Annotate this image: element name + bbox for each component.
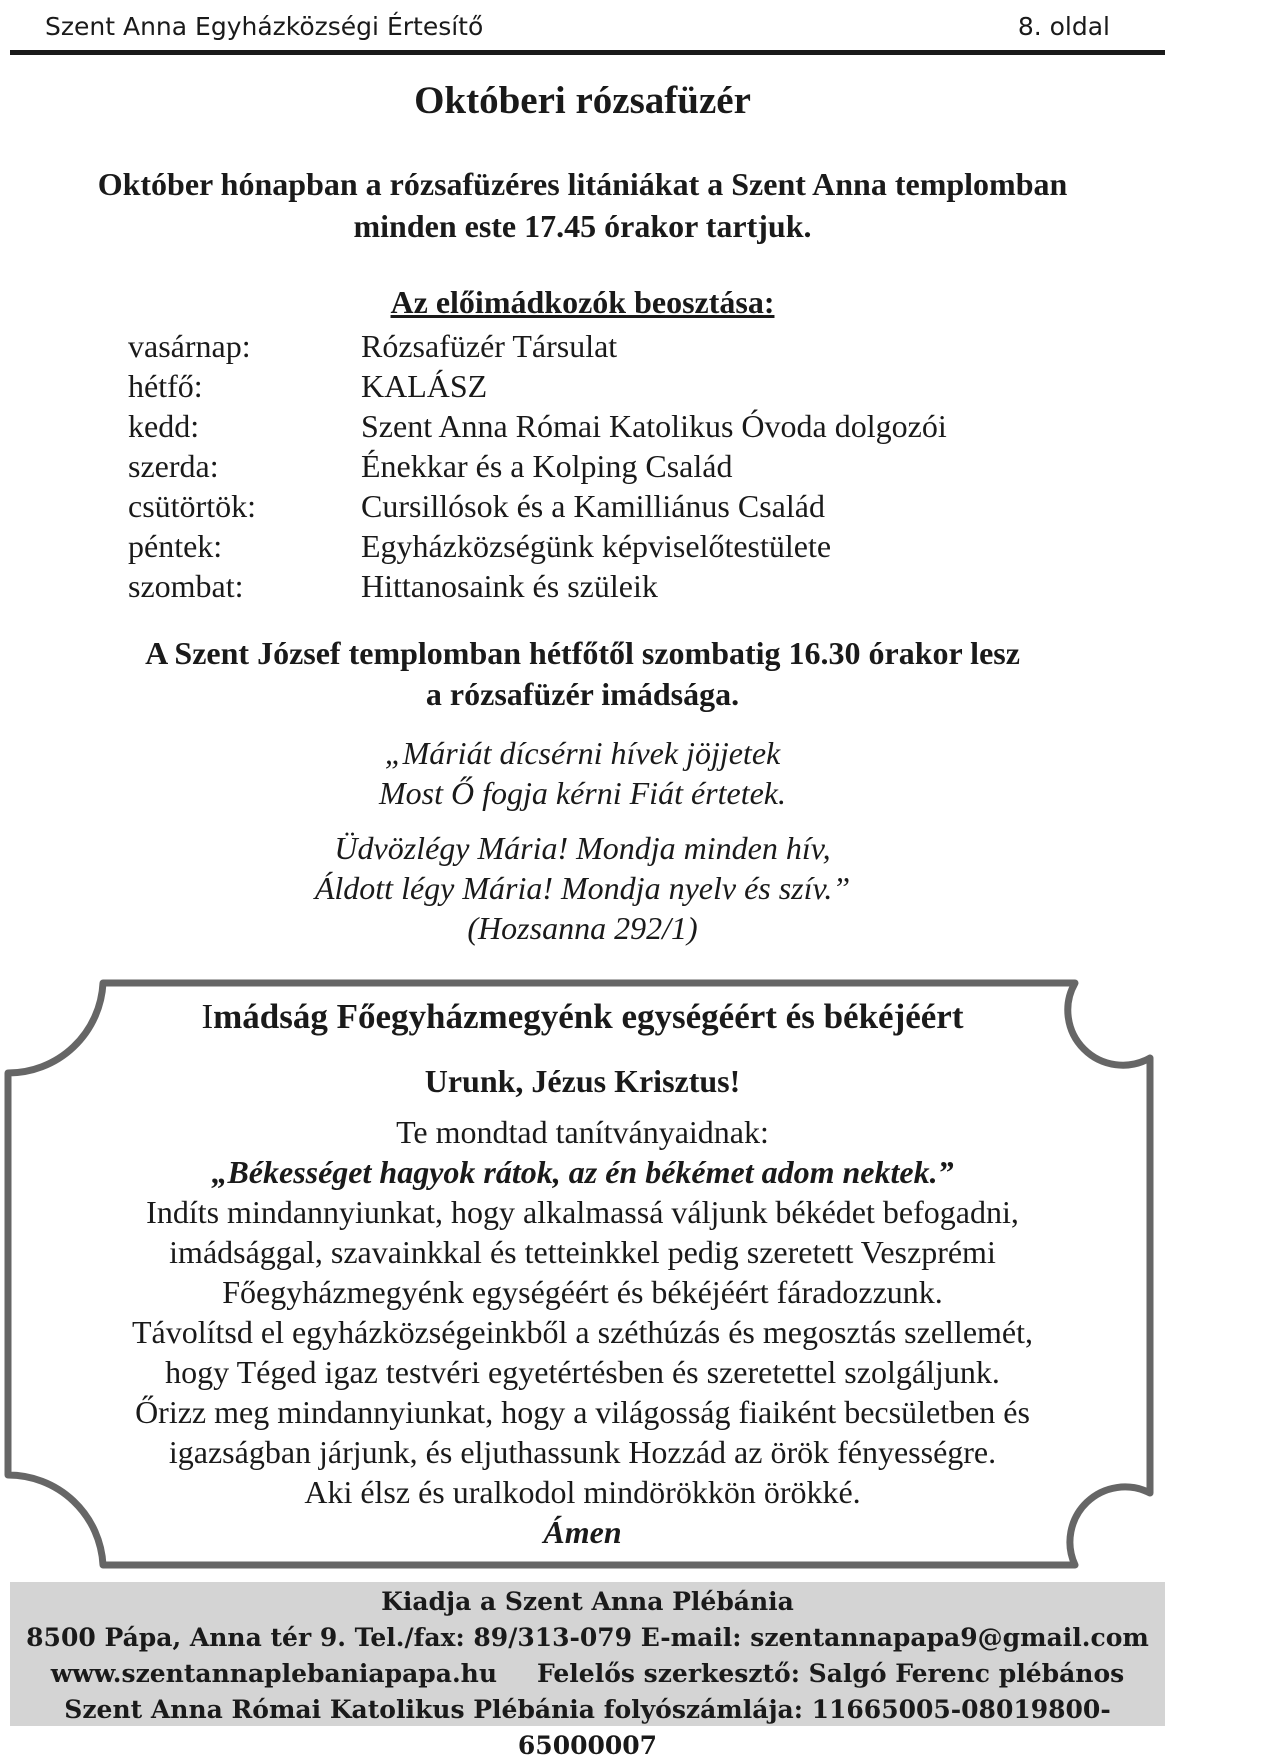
article-intro [0, 163, 1165, 247]
schedule-group: Szent Anna Római Katolikus Óvoda dolgozói [361, 408, 947, 444]
intro-line: minden este 17.45 órakor tartjuk. [353, 208, 812, 244]
footer-address: 8500 Pápa, Anna tér 9. Tel./fax: 89/313-079 E-mail: szentannapapa9@gmail.com [26, 1623, 1149, 1652]
footer-account: Szent Anna Római Katolikus Plébánia folyószámlája: 11665005-08019800-65000007 [64, 1695, 1111, 1760]
announcement-line: a rózsafüzér imádsága. [425, 676, 740, 712]
schedule-day: hétfő: [128, 368, 203, 404]
prayer-amen: Ámen [543, 1514, 622, 1550]
prayer-title-initial: I [201, 997, 214, 1036]
prayer-line: Te mondtad tanítványaidnak: [396, 1114, 769, 1150]
schedule-group: Egyházközségünk képviselőtestülete [361, 528, 832, 564]
prayer-line: Aki élsz és uralkodol mindörökkön örökké. [304, 1474, 861, 1510]
schedule-group: KALÁSZ [361, 368, 488, 404]
poem-source: (Hozsanna 292/1) [467, 910, 698, 946]
article-title: Októberi rózsafüzér [414, 79, 751, 122]
schedule-row [128, 406, 947, 446]
footer-website: www.szentannaplebaniapapa.hu [50, 1659, 498, 1688]
schedule-group: Cursillósok és a Kamilliánus Család [361, 488, 825, 524]
footer-editor: Felelős szerkesztő: Salgó Ferenc plébános [537, 1659, 1125, 1688]
prayer-line: Indíts mindannyiunkat, hogy alkalmassá váljunk békédet befogadni, [146, 1194, 1019, 1230]
prayer-title-text: mádság Főegyházmegyénk egységéért és békéjéért [213, 997, 964, 1036]
announcement-line: A Szent József templomban hétfőtől szombatig 16.30 órakor lesz [145, 635, 1020, 671]
schedule-row [128, 526, 947, 566]
schedule-row [128, 326, 947, 366]
prayer-line: imádsággal, szavainkkal és tetteinkkel pedig szeretett Veszprémi [169, 1234, 996, 1270]
prayer-line: igazságban járjunk, és eljuthassunk Hozzád az örök fényességre. [168, 1434, 997, 1470]
prayer-line: hogy Téged igaz testvéri egyetértésben és szeretettel szolgáljunk. [165, 1354, 1000, 1390]
prayer-quote: „Békességet hagyok rátok, az én békémet adom nektek.” [211, 1154, 954, 1190]
prayer-body [0, 1112, 1165, 1552]
schedule-day: csütörtök: [128, 488, 256, 524]
prayer-address: Urunk, Jézus Krisztus! [424, 1063, 741, 1099]
schedule-group: Rózsafüzér Társulat [361, 328, 618, 364]
page-number: 8. oldal [1017, 12, 1110, 41]
poem-stanza [0, 733, 1165, 813]
prayer-line: Főegyházmegyénk egységéért és békéjéért fáradozzunk. [222, 1274, 943, 1310]
publication-name: Szent Anna Egyházközségi Értesítő [45, 12, 484, 41]
poem-line: Most Ő fogja kérni Fiát értetek. [378, 775, 786, 811]
prayer-line: Távolítsd el egyházközségeinkből a széthúzás és megosztás szellemét, [131, 1314, 1033, 1350]
schedule-group: Hittanosaink és szüleik [361, 568, 658, 604]
schedule-heading: Az előimádkozók beosztása: [390, 284, 775, 320]
schedule-day: kedd: [128, 408, 200, 444]
prayer-line: Őrizz meg mindannyiunkat, hogy a világosság fiaiként becsületben és [135, 1394, 1030, 1430]
schedule-list [128, 326, 947, 606]
page-header [10, 0, 1165, 55]
page-footer [10, 1582, 1165, 1760]
schedule-day: szombat: [128, 568, 244, 604]
schedule-row [128, 486, 947, 526]
schedule-row [128, 366, 947, 406]
poem-stanza [0, 828, 1165, 948]
second-announcement [0, 633, 1165, 715]
schedule-group: Énekkar és a Kolping Család [361, 448, 733, 484]
schedule-day: péntek: [128, 528, 223, 564]
schedule-day: szerda: [128, 448, 219, 484]
intro-line: Október hónapban a rózsafüzéres litániákat a Szent Anna templomban [97, 166, 1068, 202]
schedule-day: vasárnap: [128, 328, 251, 364]
footer-web-line [10, 1656, 1165, 1692]
poem-line: „Máriát dícsérni hívek jöjjetek [384, 735, 781, 771]
poem-line: Üdvözlégy Mária! Mondja minden hív, [334, 830, 831, 866]
prayer-title [0, 997, 1165, 1037]
footer-publisher: Kiadja a Szent Anna Plébánia [381, 1587, 794, 1616]
poem-line: Áldott légy Mária! Mondja nyelv és szív.” [314, 870, 851, 906]
schedule-row [128, 446, 947, 486]
schedule-row [128, 566, 947, 606]
